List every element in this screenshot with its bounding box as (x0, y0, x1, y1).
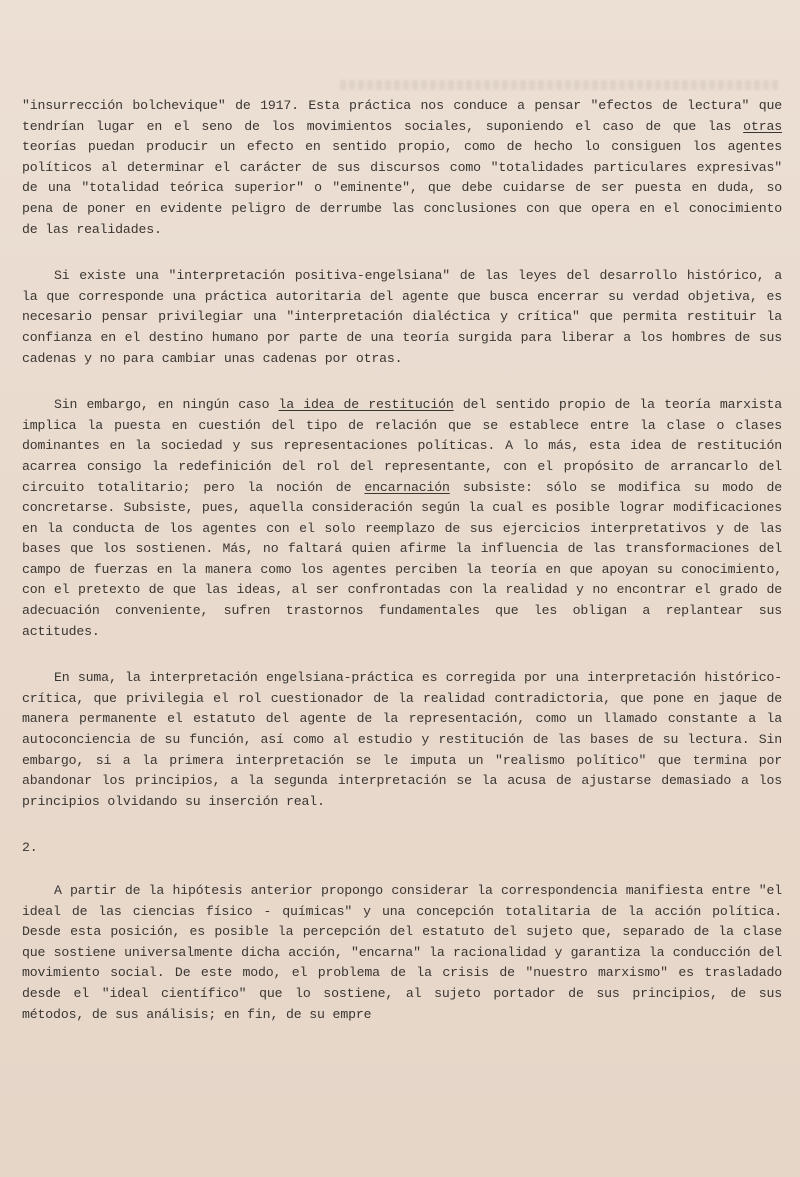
text-run: "insurrección bolchevique" de 1917. Esta práctica nos conduce a pensar "efectos de lectura" que tendrían lugar en el seno de los movimientos sociales, suponiendo el caso de que las (22, 98, 782, 134)
paragraph-3 (22, 395, 782, 642)
document-body (22, 96, 782, 1051)
underlined-phrase: la idea de restitución (278, 397, 454, 413)
paragraph-2 (22, 266, 782, 369)
paragraph-1 (22, 96, 782, 240)
underlined-phrase: encarnación (364, 479, 450, 495)
text-run: del sentido propio de la teoría marxista implica la puesta en cuestión del tipo de relación que se establece entre la clase o clases dominantes en la sociedad y sus representaciones políticas. A lo más, esta idea de restitución acarrea consigo la redefinición del rol del representante, con el propósito de arrancarlo del circuito totalitario; pero la noción de (22, 397, 782, 495)
text-run: Si existe una "interpretación positiva-engelsiana" de las leyes del desarrollo histórico, a la que corresponde una práctica autoritaria del agente que busca encerrar su verdad objetiva, es necesario pensar privilegiar una "interpretación dialéctica y crítica" que permita restituir la confianza en el destino humano por parte de una teoría surgida para liberar a los hombres de sus cadenas y no para cambiar unas cadenas por otras. (22, 268, 782, 366)
text-run: En suma, la interpretación engelsiana-práctica es corregida por una interpretación histórico-crítica, que privilegia el rol cuestionador de la realidad contradictoria, que pone en jaque de manera permanente el estatuto del agente de la representación, como un llamado constante a la autoconciencia de su función, así como al estudio y restitución de las bases de su lectura. Sin embargo, si a la primera interpretación se le imputa un "realismo político" que termina por abandonar los principios, a la segunda interpretación se la acusa de ajustarse demasiado a los principios olvidando su inserción real. (22, 670, 782, 809)
paragraph-4 (22, 668, 782, 812)
bleed-through-mark (340, 80, 780, 90)
text-run: subsiste: sólo se modifica su modo de concretarse. Subsiste, pues, aquella consideración según la cual es posible lograr modificaciones en la conducta de los agentes con el solo reemplazo de sus ejercicios interpretativos y de las bases que los sostienen. Más, no faltará quien afirme la influencia de las transformaciones del campo de fuerzas en la manera como los agentes perciben la teoría en que apoyan su conocimiento, con el pretexto de que las ideas, al ser confrontadas con la realidad y no encontrar el grado de adecuación conveniente, sufren trastornos fundamentales que les obligan a replantear sus actitudes. (22, 479, 782, 639)
paragraph-5 (22, 881, 782, 1025)
text-run: Sin embargo, en ningún caso (54, 397, 279, 413)
underlined-phrase: otras (743, 118, 782, 134)
section-number: 2. (22, 840, 38, 856)
text-run: A partir de la hipótesis anterior propongo considerar la correspondencia manifiesta entre "el ideal de las ciencias físico - químicas" y una concepción totalitaria de la acción política. Desde esta posición, es posible la percepción del estatuto del sujeto que, separado de la clase que sostiene universalmente dicha acción, "encarna" la racionalidad y garantiza la conducción del movimiento social. De este modo, el problema de la crisis de "nuestro marxismo" es trasladado desde el "ideal científico" que lo sostiene, al sujeto portador de sus principios, de sus métodos, de sus análisis; en fin, de su empre (22, 883, 782, 1022)
text-run: teorías puedan producir un efecto en sentido propio, como de hecho lo consiguen los agentes políticos al determinar el carácter de sus discursos como "totalidades particulares expresivas" de una "totalidad teórica superior" o "eminente", que debe cuidarse de ser puesta en duda, so pena de poner en evidente peligro de derrumbe las conclusiones con que opera en el conocimiento de las realidades. (22, 139, 782, 237)
